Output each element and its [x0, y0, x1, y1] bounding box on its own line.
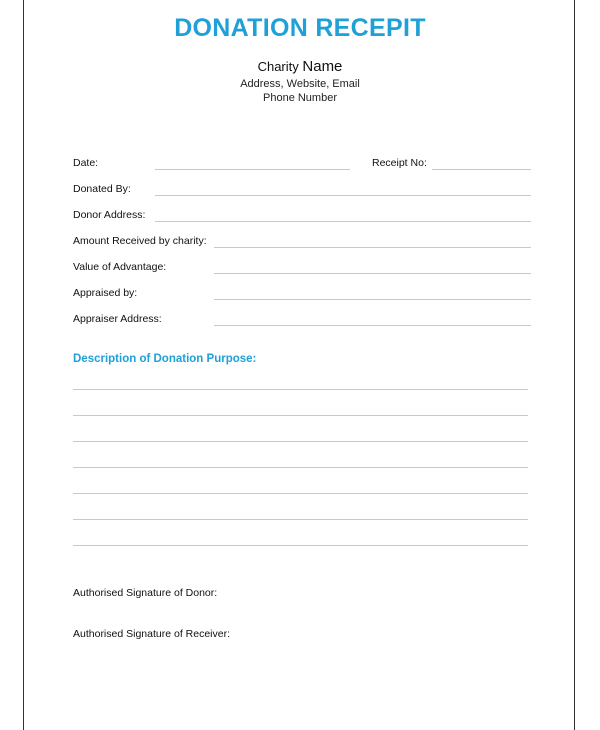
charity-name: Name [302, 58, 343, 75]
appraiser-address-field[interactable] [214, 325, 531, 326]
appraiser-address-label: Appraiser Address: [73, 313, 162, 325]
description-line[interactable] [73, 519, 528, 520]
charity-contact: Address, Website, Email [240, 78, 360, 90]
description-line[interactable] [73, 493, 528, 494]
description-title: Description of Donation Purpose: [73, 353, 257, 365]
receipt-page [23, 0, 575, 730]
donated-by-field[interactable] [155, 195, 531, 196]
charity-phone: Phone Number [263, 92, 337, 104]
description-line[interactable] [73, 415, 528, 416]
donor-signature-label: Authorised Signature of Donor: [73, 587, 218, 599]
charity-name-line [24, 57, 576, 77]
amount-received-field[interactable] [214, 247, 531, 248]
description-line[interactable] [73, 467, 528, 468]
value-of-advantage-field[interactable] [214, 273, 531, 274]
appraised-by-label: Appraised by: [73, 287, 138, 299]
charity-info [24, 57, 576, 105]
date-label: Date: [73, 157, 99, 169]
appraised-by-field[interactable] [214, 299, 531, 300]
description-line[interactable] [73, 441, 528, 442]
description-line[interactable] [73, 389, 528, 390]
receiver-signature-label: Authorised Signature of Receiver: [73, 628, 231, 640]
charity-prefix: Charity [257, 59, 299, 74]
receipt-no-field[interactable] [432, 169, 531, 170]
donor-address-field[interactable] [155, 221, 531, 222]
date-field[interactable] [155, 169, 350, 170]
description-line[interactable] [73, 545, 528, 546]
amount-received-label: Amount Received by charity: [73, 235, 207, 247]
donor-address-label: Donor Address: [73, 209, 146, 221]
page-title: DONATION RECEPIT [174, 14, 426, 42]
receipt-no-label: Receipt No: [372, 157, 427, 169]
donated-by-label: Donated By: [73, 183, 131, 195]
value-of-advantage-label: Value of Advantage: [73, 261, 167, 273]
